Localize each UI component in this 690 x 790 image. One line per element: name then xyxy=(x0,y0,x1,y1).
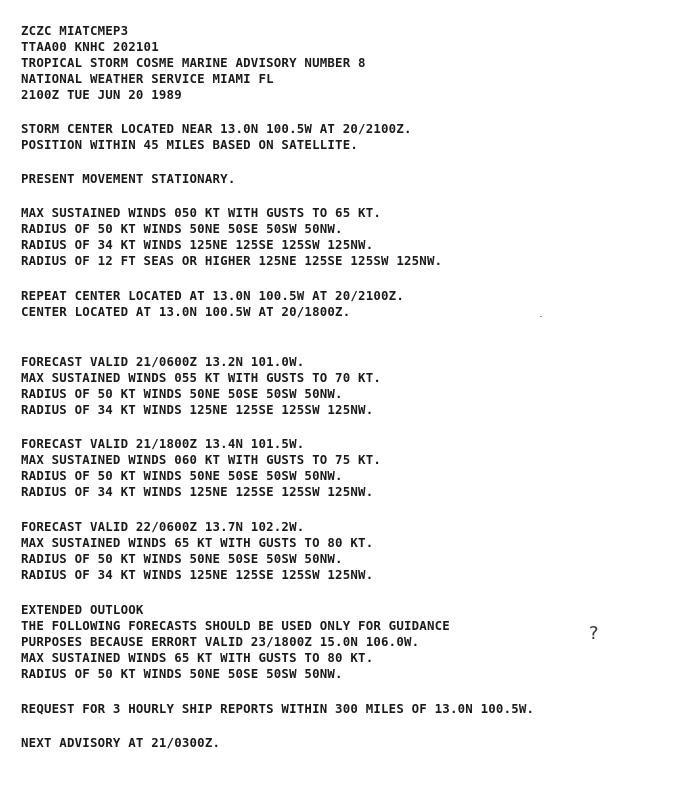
ship-report-request-line: REQUEST FOR 3 HOURLY SHIP REPORTS WITHIN 300 MILES OF 13.0N 100.5W. xyxy=(21,701,535,716)
forecast-1-valid-line: FORECAST VALID 21/0600Z 13.2N 101.0W. xyxy=(21,354,305,369)
current-seas-radius-line: RADIUS OF 12 FT SEAS OR HIGHER 125NE 125SE 125SW 125NW. xyxy=(21,253,443,268)
header-line-wmo-header: TTAA00 KNHC 202101 xyxy=(21,39,159,54)
outlook-guidance-line: THE FOLLOWING FORECASTS SHOULD BE USED ONLY FOR GUIDANCE xyxy=(21,618,450,633)
forecast-3-valid-line: FORECAST VALID 22/0600Z 13.7N 102.2W. xyxy=(21,519,305,534)
present-movement-line: PRESENT MOVEMENT STATIONARY. xyxy=(21,171,236,186)
current-50kt-radius-line: RADIUS OF 50 KT WINDS 50NE 50SE 50SW 50NW. xyxy=(21,221,343,236)
forecast-3-winds-line: MAX SUSTAINED WINDS 65 KT WITH GUSTS TO 80 KT. xyxy=(21,535,374,550)
repeat-center-line: REPEAT CENTER LOCATED AT 13.0N 100.5W AT 20/2100Z. xyxy=(21,288,404,303)
previous-center-line: CENTER LOCATED AT 13.0N 100.5W AT 20/1800Z. xyxy=(21,304,351,319)
outlook-valid-line: PURPOSES BECAUSE ERRORT VALID 23/1800Z 15.0N 106.0W. xyxy=(21,634,420,649)
extended-outlook-heading: EXTENDED OUTLOOK xyxy=(21,602,144,617)
advisory-title: TROPICAL STORM COSME MARINE ADVISORY NUMBER 8 xyxy=(21,55,366,70)
current-max-winds-line: MAX SUSTAINED WINDS 050 KT WITH GUSTS TO 65 KT. xyxy=(21,205,382,220)
forecast-3-50kt-line: RADIUS OF 50 KT WINDS 50NE 50SE 50SW 50NW. xyxy=(21,551,343,566)
scan-speck xyxy=(540,316,542,317)
next-advisory-line: NEXT ADVISORY AT 21/0300Z. xyxy=(21,735,221,750)
forecast-3-34kt-line: RADIUS OF 34 KT WINDS 125NE 125SE 125SW 125NW. xyxy=(21,567,374,582)
position-accuracy-line: POSITION WITHIN 45 MILES BASED ON SATELLITE. xyxy=(21,137,359,152)
forecast-2-50kt-line: RADIUS OF 50 KT WINDS 50NE 50SE 50SW 50NW. xyxy=(21,468,343,483)
forecast-2-winds-line: MAX SUSTAINED WINDS 060 KT WITH GUSTS TO 75 KT. xyxy=(21,452,382,467)
forecast-1-winds-line: MAX SUSTAINED WINDS 055 KT WITH GUSTS TO 70 KT. xyxy=(21,370,382,385)
forecast-1-34kt-line: RADIUS OF 34 KT WINDS 125NE 125SE 125SW 125NW. xyxy=(21,402,374,417)
storm-center-line: STORM CENTER LOCATED NEAR 13.0N 100.5W AT 20/2100Z. xyxy=(21,121,412,136)
handwritten-question-mark: ? xyxy=(589,623,599,644)
issuing-office: NATIONAL WEATHER SERVICE MIAMI FL xyxy=(21,71,274,86)
forecast-1-50kt-line: RADIUS OF 50 KT WINDS 50NE 50SE 50SW 50NW. xyxy=(21,386,343,401)
header-line-bulletin-id: ZCZC MIATCMEP3 xyxy=(21,23,129,38)
current-34kt-radius-line: RADIUS OF 34 KT WINDS 125NE 125SE 125SW 125NW. xyxy=(21,237,374,252)
outlook-winds-line: MAX SUSTAINED WINDS 65 KT WITH GUSTS TO 80 KT. xyxy=(21,650,374,665)
forecast-2-34kt-line: RADIUS OF 34 KT WINDS 125NE 125SE 125SW 125NW. xyxy=(21,484,374,499)
forecast-2-valid-line: FORECAST VALID 21/1800Z 13.4N 101.5W. xyxy=(21,436,305,451)
issue-time: 2100Z TUE JUN 20 1989 xyxy=(21,87,182,102)
outlook-50kt-line: RADIUS OF 50 KT WINDS 50NE 50SE 50SW 50NW. xyxy=(21,666,343,681)
